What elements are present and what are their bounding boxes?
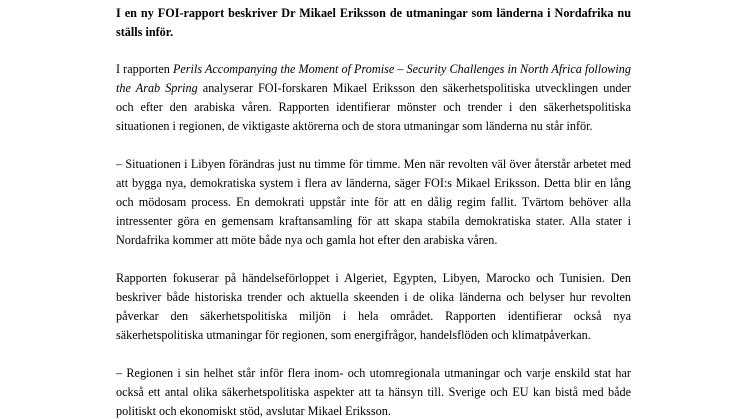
article-body [116, 4, 631, 419]
paragraph-report-intro [116, 60, 631, 136]
paragraph-libya-quote: – Situationen i Libyen förändras just nu timme för timme. Men när revolten väl över återstår arbetet med att bygga nya, demokratiska system i flera av länderna, säger FOI:s Mikael Eriksson. Detta blir en lång och mödosam process. En demokrati uppstår inte för att en dålig regim fallit. Tvärtom behöver alla intressenter göra en gemensam kraftansamling för att skapa stabila demokratiska stater. Alla stater i Nordafrika kommer att möte både nya och gamla hot efter den arabiska våren. [116, 157, 631, 247]
intro-text-before: I rapporten [116, 62, 173, 76]
report-title: Perils Accompanying the Moment of Promise – Security Challenges in North Africa following the Arab Spring [116, 62, 631, 95]
paragraph-report-focus: Rapporten fokuserar på händelseförloppet i Algeriet, Egypten, Libyen, Marocko och Tunisien. Den beskriver både historiska trender och aktuella skeenden i de olika länderna och belyser hur revolten påverkar den säkerhetspolitiska miljön i hela området. Rapporten identifierar också nya säkerhetspolitiska utmaningar för regionen, som energifrågor, handelsflöden och klimatpåverkan. [116, 271, 631, 342]
paragraph-closing-quote: – Regionen i sin helhet står inför flera inom- och utomregionala utmaningar och varje enskild stat har också ett antal olika säkerhetspolitiska aspekter att ta hänsyn till. Sverige och EU kan bistå med både politiskt och ekonomiskt stöd, avslutar Mikael Eriksson. [116, 366, 631, 418]
lead-paragraph: I en ny FOI-rapport beskriver Dr Mikael Eriksson de utmaningar som länderna i Nordafrika nu ställs inför. [116, 6, 631, 39]
intro-text-after: analyserar FOI-forskaren Mikael Eriksson den säkerhetspolitiska utvecklingen under och efter den arabiska våren. Rapporten identifierar mönster och trender i den säkerhetspolitiska situationen i regionen, de viktigaste aktörerna och de stora utmaningar som länderna nu står inför. [116, 81, 631, 133]
